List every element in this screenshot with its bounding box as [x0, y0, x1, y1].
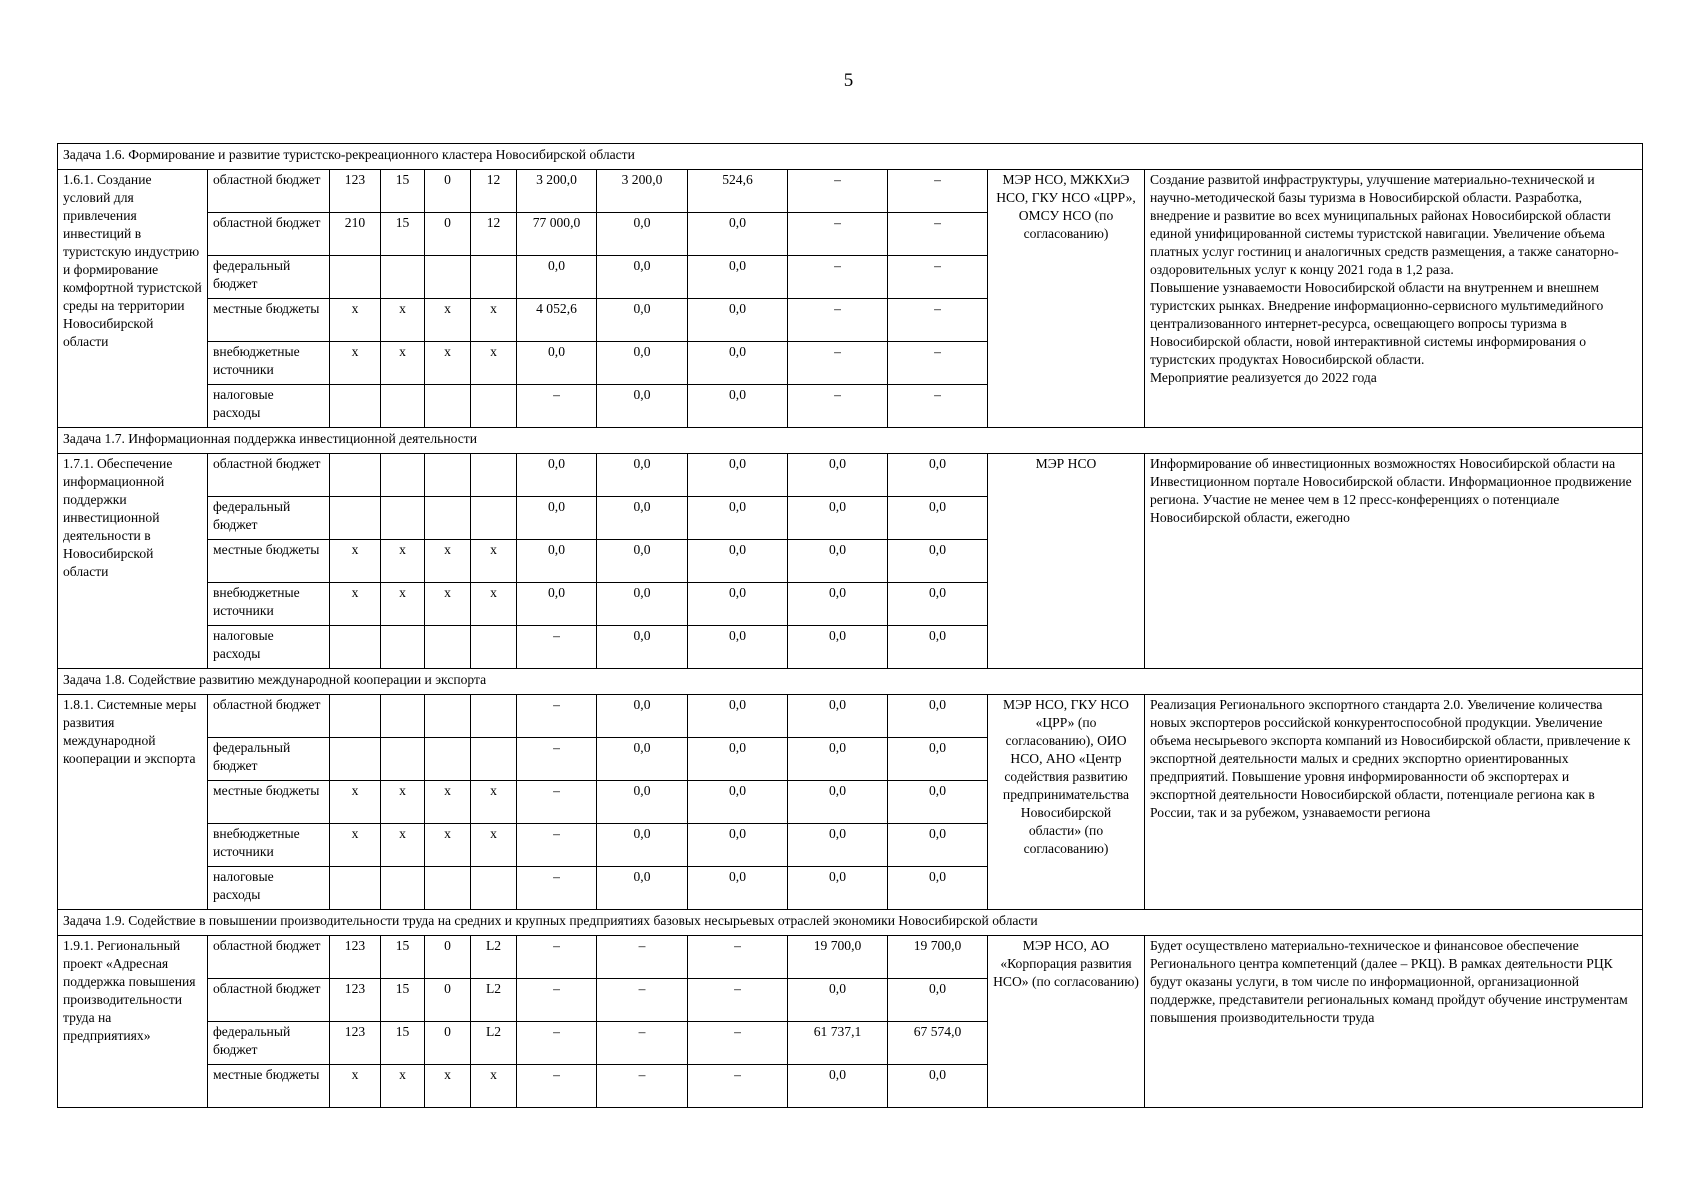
amount-cell: 0,0: [688, 540, 788, 583]
amount-cell: 0,0: [888, 454, 988, 497]
amount-cell: 0,0: [597, 583, 688, 626]
amount-cell: –: [597, 1022, 688, 1065]
funding-source: областной бюджет: [208, 454, 330, 497]
budget-code-cell: х: [381, 299, 425, 342]
amount-cell: –: [888, 213, 988, 256]
amount-cell: 0,0: [788, 583, 888, 626]
funding-source: внебюджетные источники: [208, 342, 330, 385]
budget-code-cell: [471, 497, 517, 540]
budget-code-cell: 15: [381, 213, 425, 256]
budget-code-cell: 12: [471, 213, 517, 256]
budget-code-cell: [471, 738, 517, 781]
activity-name: 1.8.1. Системные меры развития международной кооперации и экспорта: [58, 695, 208, 910]
amount-cell: –: [888, 256, 988, 299]
amount-cell: –: [517, 824, 597, 867]
budget-code-cell: х: [381, 540, 425, 583]
budget-code-cell: [381, 497, 425, 540]
budget-code-cell: [471, 256, 517, 299]
budget-code-cell: [330, 695, 381, 738]
executor: МЭР НСО, МЖКХиЭ НСО, ГКУ НСО «ЦРР», ОМСУ НСО (по согласованию): [988, 170, 1145, 428]
amount-cell: 77 000,0: [517, 213, 597, 256]
budget-code-cell: х: [471, 540, 517, 583]
budget-code-cell: 0: [425, 213, 471, 256]
amount-cell: 3 200,0: [517, 170, 597, 213]
amount-cell: 0,0: [517, 256, 597, 299]
amount-cell: 0,0: [788, 497, 888, 540]
budget-code-cell: [425, 385, 471, 428]
amount-cell: 0,0: [597, 867, 688, 910]
amount-cell: 0,0: [688, 867, 788, 910]
amount-cell: –: [517, 738, 597, 781]
amount-cell: –: [788, 256, 888, 299]
funding-source: налоговые расходы: [208, 626, 330, 669]
amount-cell: 0,0: [597, 256, 688, 299]
amount-cell: 0,0: [597, 540, 688, 583]
budget-code-cell: х: [330, 583, 381, 626]
amount-cell: 0,0: [688, 385, 788, 428]
funding-source: местные бюджеты: [208, 299, 330, 342]
budget-code-cell: х: [425, 1065, 471, 1108]
budget-code-cell: х: [381, 824, 425, 867]
amount-cell: 0,0: [597, 342, 688, 385]
budget-code-cell: 0: [425, 1022, 471, 1065]
budget-code-cell: 12: [471, 170, 517, 213]
funding-source: местные бюджеты: [208, 540, 330, 583]
executor: МЭР НСО, АО «Корпорация развития НСО» (по согласованию): [988, 936, 1145, 1108]
task-row: [58, 144, 1643, 170]
budget-code-cell: [330, 454, 381, 497]
amount-cell: 61 737,1: [788, 1022, 888, 1065]
activity-name: 1.6.1. Создание условий для привлечения инвестиций в туристскую индустрию и формирование комфортной туристской среды на территории Новосибирской области: [58, 170, 208, 428]
funding-source: областной бюджет: [208, 936, 330, 979]
task-title: Задача 1.8. Содействие развитию международной кооперации и экспорта: [58, 669, 1643, 695]
program-activities-table: [57, 143, 1643, 1108]
amount-cell: 0,0: [888, 979, 988, 1022]
task-row: [58, 428, 1643, 454]
budget-code-cell: [425, 695, 471, 738]
budget-code-cell: 15: [381, 1022, 425, 1065]
amount-cell: –: [788, 299, 888, 342]
amount-cell: 0,0: [788, 454, 888, 497]
task-row: [58, 669, 1643, 695]
amount-cell: 0,0: [688, 738, 788, 781]
budget-code-cell: х: [330, 781, 381, 824]
funding-row: [58, 695, 1643, 738]
amount-cell: –: [517, 385, 597, 428]
amount-cell: –: [517, 936, 597, 979]
amount-cell: 0,0: [788, 781, 888, 824]
funding-source: внебюджетные источники: [208, 583, 330, 626]
amount-cell: 0,0: [888, 781, 988, 824]
amount-cell: 4 052,6: [517, 299, 597, 342]
budget-code-cell: х: [425, 299, 471, 342]
budget-code-cell: [425, 626, 471, 669]
budget-code-cell: 123: [330, 936, 381, 979]
funding-source: местные бюджеты: [208, 1065, 330, 1108]
funding-source: федеральный бюджет: [208, 738, 330, 781]
budget-code-cell: [381, 867, 425, 910]
amount-cell: –: [888, 299, 988, 342]
amount-cell: 0,0: [597, 781, 688, 824]
budget-code-cell: [330, 497, 381, 540]
amount-cell: 3 200,0: [597, 170, 688, 213]
budget-code-cell: 15: [381, 936, 425, 979]
amount-cell: 0,0: [888, 695, 988, 738]
amount-cell: 0,0: [597, 299, 688, 342]
budget-code-cell: [425, 738, 471, 781]
budget-code-cell: 123: [330, 170, 381, 213]
amount-cell: 0,0: [788, 1065, 888, 1108]
amount-cell: –: [788, 170, 888, 213]
amount-cell: –: [788, 213, 888, 256]
amount-cell: –: [517, 626, 597, 669]
budget-code-cell: х: [381, 781, 425, 824]
amount-cell: –: [688, 936, 788, 979]
amount-cell: 0,0: [517, 454, 597, 497]
budget-code-cell: х: [330, 299, 381, 342]
amount-cell: –: [517, 781, 597, 824]
budget-code-cell: L2: [471, 936, 517, 979]
amount-cell: 0,0: [788, 867, 888, 910]
funding-source: федеральный бюджет: [208, 497, 330, 540]
amount-cell: 0,0: [688, 342, 788, 385]
amount-cell: 0,0: [688, 454, 788, 497]
task-title: Задача 1.6. Формирование и развитие туристско-рекреационного кластера Новосибирской области: [58, 144, 1643, 170]
budget-code-cell: х: [471, 1065, 517, 1108]
budget-code-cell: 0: [425, 979, 471, 1022]
amount-cell: –: [888, 385, 988, 428]
amount-cell: –: [888, 342, 988, 385]
amount-cell: 524,6: [688, 170, 788, 213]
funding-source: областной бюджет: [208, 170, 330, 213]
funding-source: областной бюджет: [208, 979, 330, 1022]
expected-result: Реализация Регионального экспортного стандарта 2.0. Увеличение количества новых экспортеров российской конкурентоспособной продукции. Увеличение объема несырьевого экспорта компаний из Новосибирской области, привлечение к экспортной деятельности малых и средних экспортно ориентированных предприятий. Повышение уровня информированности об экспортерах и экспортной деятельности Новосибирской области, потенциале региона как в России, так и за рубежом, узнаваемости региона: [1145, 695, 1643, 910]
budget-code-cell: х: [381, 342, 425, 385]
page-number: 5: [843, 70, 854, 91]
funding-source: федеральный бюджет: [208, 1022, 330, 1065]
budget-code-cell: х: [330, 824, 381, 867]
budget-code-cell: [381, 454, 425, 497]
budget-code-cell: [330, 256, 381, 299]
amount-cell: 0,0: [788, 626, 888, 669]
budget-code-cell: 0: [425, 936, 471, 979]
budget-code-cell: 123: [330, 1022, 381, 1065]
budget-code-cell: L2: [471, 1022, 517, 1065]
amount-cell: 0,0: [688, 583, 788, 626]
budget-code-cell: х: [425, 540, 471, 583]
budget-code-cell: 15: [381, 979, 425, 1022]
amount-cell: 0,0: [788, 824, 888, 867]
budget-code-cell: [425, 454, 471, 497]
amount-cell: 0,0: [888, 824, 988, 867]
funding-source: налоговые расходы: [208, 867, 330, 910]
funding-row: [58, 454, 1643, 497]
amount-cell: 0,0: [688, 626, 788, 669]
task-title: Задача 1.7. Информационная поддержка инвестиционной деятельности: [58, 428, 1643, 454]
amount-cell: –: [788, 385, 888, 428]
budget-code-cell: х: [330, 342, 381, 385]
expected-result: Будет осуществлено материально-техническое и финансовое обеспечение Регионального центра компетенций (далее – РКЦ). В рамках деятельности РЦК будут оказаны услуги, в том числе по информационной, организационной поддержке, представители региональных команд пройдут обучение инструментам повышения производительности труда: [1145, 936, 1643, 1108]
amount-cell: 0,0: [597, 213, 688, 256]
budget-code-cell: [425, 256, 471, 299]
amount-cell: 0,0: [788, 738, 888, 781]
amount-cell: 0,0: [888, 497, 988, 540]
funding-row: [58, 936, 1643, 979]
amount-cell: –: [517, 695, 597, 738]
amount-cell: 67 574,0: [888, 1022, 988, 1065]
amount-cell: –: [788, 342, 888, 385]
budget-code-cell: х: [471, 824, 517, 867]
amount-cell: –: [517, 1022, 597, 1065]
budget-code-cell: х: [425, 342, 471, 385]
budget-code-cell: х: [381, 583, 425, 626]
funding-source: областной бюджет: [208, 213, 330, 256]
budget-code-cell: х: [471, 781, 517, 824]
budget-code-cell: [381, 695, 425, 738]
amount-cell: 0,0: [597, 497, 688, 540]
task-title: Задача 1.9. Содействие в повышении производительности труда на средних и крупных предприятиях базовых несырьевых отраслей экономики Новосибирской области: [58, 910, 1643, 936]
budget-code-cell: х: [425, 781, 471, 824]
budget-code-cell: [471, 626, 517, 669]
amount-cell: –: [517, 1065, 597, 1108]
budget-code-cell: х: [471, 299, 517, 342]
amount-cell: 0,0: [888, 738, 988, 781]
budget-code-cell: [381, 385, 425, 428]
task-row: [58, 910, 1643, 936]
amount-cell: 0,0: [597, 738, 688, 781]
amount-cell: –: [688, 1022, 788, 1065]
amount-cell: 0,0: [788, 979, 888, 1022]
budget-code-cell: [330, 738, 381, 781]
funding-source: областной бюджет: [208, 695, 330, 738]
budget-code-cell: [381, 738, 425, 781]
amount-cell: 0,0: [688, 781, 788, 824]
budget-code-cell: [471, 867, 517, 910]
amount-cell: –: [597, 979, 688, 1022]
amount-cell: –: [597, 936, 688, 979]
budget-code-cell: [425, 497, 471, 540]
amount-cell: –: [688, 979, 788, 1022]
budget-code-cell: [381, 626, 425, 669]
budget-code-cell: х: [330, 1065, 381, 1108]
budget-code-cell: [471, 695, 517, 738]
funding-source: налоговые расходы: [208, 385, 330, 428]
budget-code-cell: [425, 867, 471, 910]
budget-code-cell: х: [330, 540, 381, 583]
budget-code-cell: 0: [425, 170, 471, 213]
budget-code-cell: 210: [330, 213, 381, 256]
amount-cell: 0,0: [597, 695, 688, 738]
amount-cell: 0,0: [517, 583, 597, 626]
budget-code-cell: х: [425, 583, 471, 626]
amount-cell: 0,0: [597, 824, 688, 867]
amount-cell: 0,0: [688, 213, 788, 256]
budget-code-cell: [330, 385, 381, 428]
amount-cell: –: [688, 1065, 788, 1108]
budget-code-cell: [381, 256, 425, 299]
amount-cell: 0,0: [888, 1065, 988, 1108]
funding-source: внебюджетные источники: [208, 824, 330, 867]
budget-code-cell: х: [425, 824, 471, 867]
amount-cell: –: [597, 1065, 688, 1108]
amount-cell: 0,0: [517, 342, 597, 385]
amount-cell: 0,0: [688, 695, 788, 738]
activity-name: 1.9.1. Региональный проект «Адресная поддержка повышения производительности труда на предприятиях»: [58, 936, 208, 1108]
amount-cell: –: [888, 170, 988, 213]
amount-cell: 0,0: [788, 540, 888, 583]
amount-cell: 0,0: [597, 626, 688, 669]
budget-code-cell: 123: [330, 979, 381, 1022]
executor: МЭР НСО, ГКУ НСО «ЦРР» (по согласованию), ОИО НСО, АНО «Центр содействия развитию предпринимательства Новосибирской области» (по согласованию): [988, 695, 1145, 910]
budget-code-cell: [471, 385, 517, 428]
amount-cell: –: [517, 979, 597, 1022]
amount-cell: 0,0: [517, 540, 597, 583]
amount-cell: 0,0: [597, 454, 688, 497]
budget-code-cell: 15: [381, 170, 425, 213]
amount-cell: 0,0: [688, 497, 788, 540]
amount-cell: 0,0: [888, 626, 988, 669]
funding-source: местные бюджеты: [208, 781, 330, 824]
amount-cell: 0,0: [688, 299, 788, 342]
funding-row: [58, 170, 1643, 213]
amount-cell: 0,0: [888, 540, 988, 583]
amount-cell: 0,0: [688, 824, 788, 867]
funding-source: федеральный бюджет: [208, 256, 330, 299]
budget-code-cell: L2: [471, 979, 517, 1022]
budget-code-cell: х: [471, 342, 517, 385]
budget-code-cell: х: [471, 583, 517, 626]
amount-cell: 0,0: [597, 385, 688, 428]
expected-result: Создание развитой инфраструктуры, улучшение материально-технической и научно-методической базы туризма в Новосибирской области. Разработка, внедрение и развитие во всех муниципальных районах Новосибирской области единой унифицированной системы туристской навигации. Увеличение объема платных услуг гостиниц и аналогичных средств размещения, а также санаторно-оздоровительных услуг к концу 2021 года в 1,2 раза. Повышение узнаваемости Новосибирской области на внутреннем и внешнем туристских рынках. Внедрение информационно-сервисного мультимедийного централизованного интернет-ресурса, освещающего вопросы туризма в Новосибирской области, новой интерактивной системы информирования о туристских продуктах Новосибирской области. Мероприятие реализуется до 2022 года: [1145, 170, 1643, 428]
amount-cell: –: [517, 867, 597, 910]
amount-cell: 19 700,0: [888, 936, 988, 979]
budget-code-cell: [471, 454, 517, 497]
expected-result: Информирование об инвестиционных возможностях Новосибирской области на Инвестиционном портале Новосибирской области. Информационное продвижение региона. Участие не менее чем в 12 пресс-конференциях о потенциале Новосибирской области, ежегодно: [1145, 454, 1643, 669]
amount-cell: 0,0: [788, 695, 888, 738]
activity-name: 1.7.1. Обеспечение информационной поддержки инвестиционной деятельности в Новосибирской области: [58, 454, 208, 669]
amount-cell: 19 700,0: [788, 936, 888, 979]
amount-cell: 0,0: [688, 256, 788, 299]
budget-code-cell: х: [381, 1065, 425, 1108]
amount-cell: 0,0: [888, 867, 988, 910]
executor: МЭР НСО: [988, 454, 1145, 669]
budget-code-cell: [330, 867, 381, 910]
budget-code-cell: [330, 626, 381, 669]
amount-cell: 0,0: [888, 583, 988, 626]
amount-cell: 0,0: [517, 497, 597, 540]
